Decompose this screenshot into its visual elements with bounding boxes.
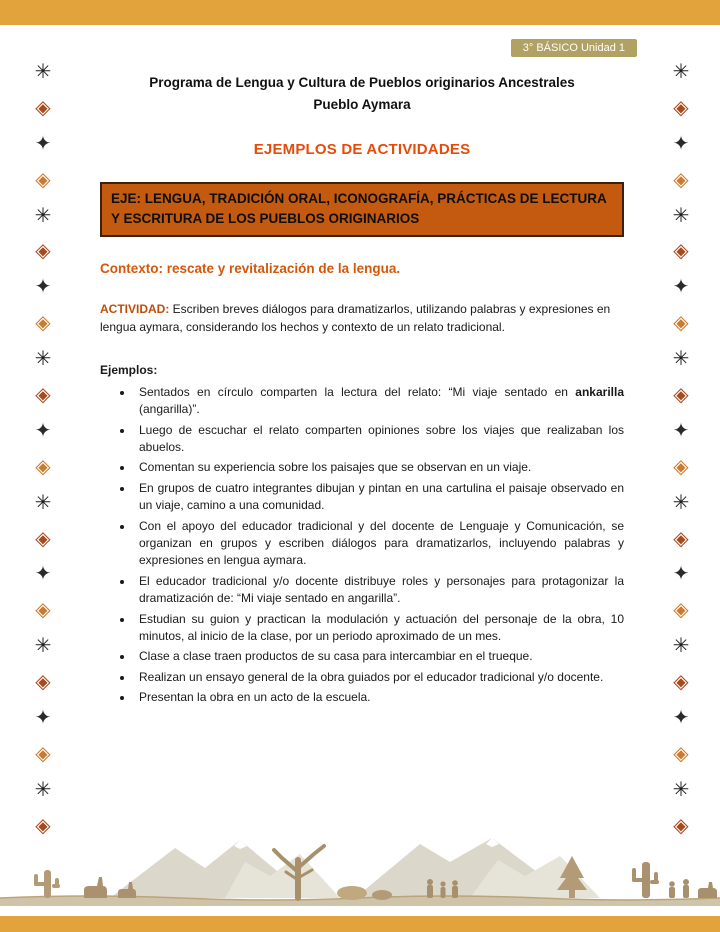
examples-list [100, 384, 624, 707]
ornament-motif: ◈ [673, 742, 689, 765]
example-item: • Estudian su guion y practican la modulación y actuación del personaje de la obra, 10 minutos, al inicio de la clase, por un periodo aproximado de un mes. [134, 611, 624, 646]
ornament-motif: ✳ [34, 204, 52, 227]
ornament-motif: ✳ [672, 61, 690, 83]
ornament-motif: ◈ [673, 599, 689, 622]
program-title-line2: Pueblo Aymara [313, 96, 411, 112]
ornament-motif: ◈ [673, 671, 689, 694]
ornament-motif: ✳ [672, 778, 690, 801]
ornament-motif: ◈ [673, 384, 689, 407]
grade-unit-badge: 3° BÁSICO Unidad 1 [511, 39, 637, 57]
ornament-motif: ✳ [34, 635, 52, 658]
ornament-motif: ✳ [672, 204, 690, 227]
example-item: • Clase a clase traen productos de su casa para intercambiar en el trueque. [134, 648, 624, 665]
activity-text: Escriben breves diálogos para dramatizarlos, utilizando palabras y expresiones en lengua aymara, considerando los hechos y contexto de un relato tradicional. [100, 301, 611, 335]
bottom-accent-bar [0, 916, 720, 932]
activity-label: ACTIVIDAD: [100, 301, 170, 316]
example-text: (angarilla)”. [139, 402, 200, 417]
section-title: EJEMPLOS DE ACTIVIDADES [253, 141, 471, 159]
example-item: • Presentan la obra en un acto de la escuela. [134, 689, 624, 706]
ornament-motif: ◈ [35, 671, 51, 694]
ornament-motif: ◈ [673, 455, 689, 478]
ornament-motif: ✳ [34, 61, 52, 83]
right-ornament-border [664, 62, 698, 836]
ornament-motif: ◈ [35, 455, 51, 478]
example-item [134, 384, 624, 419]
program-title-line1: Programa de Lengua y Cultura de Pueblos originarios Ancestrales [149, 75, 575, 90]
ornament-motif: ◈ [35, 814, 51, 837]
ornament-motif: ◈ [35, 96, 51, 119]
ornament-motif: ✳ [672, 491, 690, 514]
program-title [100, 72, 624, 115]
example-item: • En grupos de cuatro integrantes dibujan y pintan en una cartulina el paisaje observado en un viaje, camino a una comunidad. [134, 480, 624, 515]
ornament-motif: ◈ [673, 96, 689, 119]
left-ornament-border [26, 62, 60, 836]
ornament-motif: ✳ [34, 491, 52, 514]
document-content [100, 72, 624, 710]
ornament-motif: ✳ [34, 778, 52, 801]
ornament-motif: ✦ [34, 419, 52, 442]
ornament-motif: ✳ [672, 635, 690, 658]
ornament-motif: ✦ [672, 276, 690, 299]
footer-landscape-illustration [0, 832, 720, 916]
ornament-motif: ◈ [673, 168, 689, 191]
ornament-motif: ◈ [673, 814, 689, 837]
ornament-motif: ✦ [672, 132, 690, 155]
ornament-motif: ◈ [35, 527, 51, 550]
ornament-motif: ✳ [672, 348, 690, 371]
example-text: Sentados en círculo comparten la lectura del relato: “Mi viaje sentado en [139, 384, 576, 399]
ornament-motif: ◈ [35, 599, 51, 622]
ornament-motif: ◈ [673, 527, 689, 550]
example-item: • Comentan su experiencia sobre los paisajes que se observan en un viaje. [134, 459, 624, 476]
examples-heading: Ejemplos: [100, 362, 158, 377]
ornament-motif: ✦ [34, 276, 52, 299]
ornament-motif: ✳ [34, 348, 52, 371]
ornament-motif: ◈ [673, 240, 689, 263]
ornament-motif: ✦ [34, 707, 52, 730]
ornament-motif: ✦ [672, 419, 690, 442]
activity-paragraph [100, 300, 624, 337]
ornament-motif: ◈ [35, 384, 51, 407]
ornament-motif: ✦ [672, 707, 690, 730]
example-item: • Luego de escuchar el relato comparten opiniones sobre los viajes que realizaban los abuelos. [134, 422, 624, 457]
top-accent-bar [0, 0, 720, 25]
example-item: • El educador tradicional y/o docente distribuye roles y personajes para protagonizar la dramatización de: “Mi viaje sentado en angarilla”. [134, 573, 624, 608]
ornament-motif: ✦ [672, 563, 690, 586]
example-item: • Realizan un ensayo general de la obra guiados por el educador tradicional y/o docente. [134, 669, 624, 686]
example-item: • Con el apoyo del educador tradicional y del docente de Lenguaje y Comunicación, se organizan en grupos y escriben diálogos para dramatizarlos, incluyendo palabras y expresiones en lengua aymara. [134, 518, 624, 570]
example-text-bold: ankarilla [575, 384, 624, 399]
ornament-motif: ◈ [35, 312, 51, 335]
eje-banner: EJE: LENGUA, TRADICIÓN ORAL, ICONOGRAFÍA, PRÁCTICAS DE LECTURA Y ESCRITURA DE LOS PUEBLOS ORIGINARIOS [100, 182, 624, 237]
context-heading: Contexto: rescate y revitalización de la lengua. [100, 260, 401, 276]
ornament-motif: ◈ [673, 312, 689, 335]
ornament-motif: ◈ [35, 742, 51, 765]
ornament-motif: ✦ [34, 563, 52, 586]
ornament-motif: ✦ [34, 132, 52, 155]
ornament-motif: ◈ [35, 240, 51, 263]
ornament-motif: ◈ [35, 168, 51, 191]
